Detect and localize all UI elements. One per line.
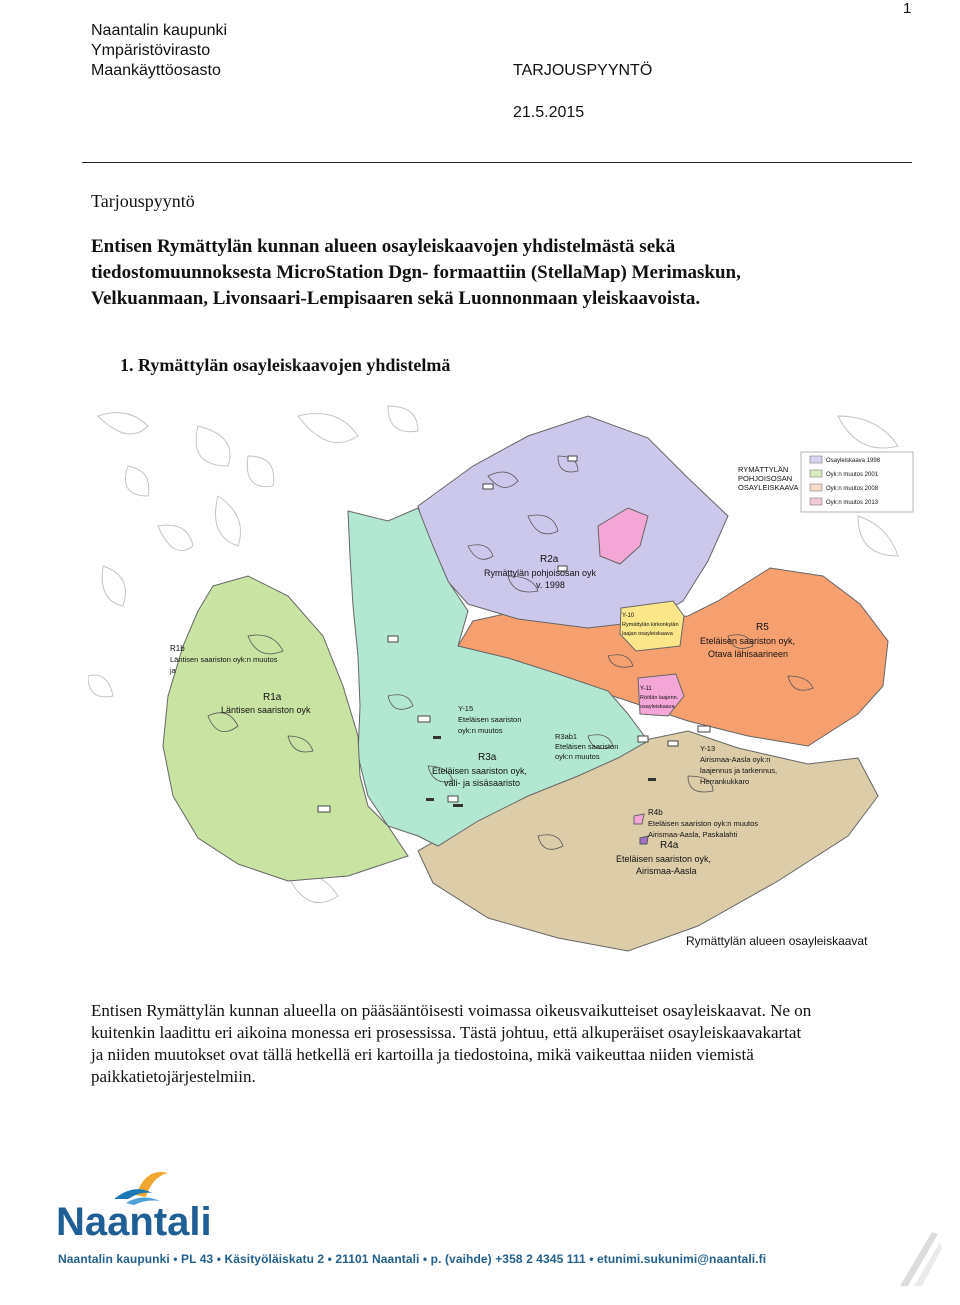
header-rule — [82, 162, 912, 163]
legend-swatch — [810, 484, 822, 491]
svg-text:R1a: R1a — [263, 692, 282, 703]
page-heading: Tarjouspyyntö — [91, 191, 195, 211]
svg-text:Airismaa-Aasla, Paskalahti: Airismaa-Aasla, Paskalahti — [648, 830, 738, 839]
map-caption: Rymättylän alueen osayleiskaavat — [686, 934, 868, 948]
org-line: Maankäyttöosasto — [91, 62, 221, 79]
svg-text:R4b: R4b — [648, 808, 663, 817]
svg-text:R1b: R1b — [170, 644, 185, 653]
title-line: Entisen Rymättylän kunnan alueen osayleiskaavojen yhdistelmästä sekä — [91, 236, 676, 257]
svg-text:Eteläisen saariston oyk,: Eteläisen saariston oyk, — [700, 636, 796, 646]
logo-wordmark: Naantali — [56, 1200, 212, 1244]
svg-text:v. 1998: v. 1998 — [536, 580, 565, 590]
svg-text:Airismaa-Aasla oyk:n: Airismaa-Aasla oyk:n — [700, 755, 771, 764]
svg-text:Eteläisen saariston: Eteläisen saariston — [555, 742, 619, 751]
svg-text:R5: R5 — [756, 622, 769, 633]
page-title — [91, 234, 941, 312]
svg-text:Y-15: Y-15 — [458, 704, 474, 713]
svg-text:Rymättylän pohjoisosan oyk: Rymättylän pohjoisosan oyk — [484, 568, 597, 578]
paragraph-line: kuitenkin laadittu eri aikoina monessa eri prosessissa. Tästä johtuu, että alkuperäiset osayleiskaavakartat — [91, 1023, 802, 1042]
svg-text:R3a: R3a — [478, 752, 497, 763]
svg-text:oyk:n muutos: oyk:n muutos — [458, 726, 503, 735]
svg-text:Läntisen saariston oyk: Läntisen saariston oyk — [221, 705, 311, 715]
legend-title-line: POHJOISOSAN — [738, 474, 793, 483]
title-line: Velkuanmaan, Livonsaari-Lempisaaren sekä Luonnonmaan yleiskaavoista. — [91, 288, 701, 309]
svg-text:Otava lähisaarineen: Otava lähisaarineen — [708, 649, 789, 659]
svg-text:oyk:n muutos: oyk:n muutos — [555, 752, 600, 761]
svg-text:Herrankukkaro: Herrankukkaro — [700, 777, 750, 786]
svg-text:Eteläisen saariston: Eteläisen saariston — [458, 715, 522, 724]
svg-text:Läntisen saariston oyk:n muuto: Läntisen saariston oyk:n muutos — [170, 655, 278, 664]
svg-text:Y-13: Y-13 — [700, 744, 716, 753]
legend-swatch — [810, 470, 822, 477]
legend-title-line: OSAYLEISKAAVA — [738, 483, 799, 492]
svg-text:Eteläisen saariston oyk,: Eteläisen saariston oyk, — [616, 854, 712, 864]
svg-text:Y-10: Y-10 — [622, 613, 635, 619]
svg-text:Y-11: Y-11 — [640, 686, 652, 692]
svg-text:Airismaa-Aasla: Airismaa-Aasla — [636, 866, 697, 876]
svg-text:väli- ja sisäsaaristo: väli- ja sisäsaaristo — [444, 778, 521, 788]
legend-label: Oyk:n muutos 2013 — [826, 500, 879, 506]
paragraph-line: Entisen Rymättylän kunnan alueella on pääsääntöisesti voimassa oikeusvaikutteiset osayleiskaavat. Ne on — [91, 1001, 812, 1020]
document-date: 21.5.2015 — [513, 104, 585, 121]
svg-text:laajennus ja tarkennus,: laajennus ja tarkennus, — [700, 766, 778, 775]
title-line: tiedostomuunnoksesta MicroStation Dgn- formaattiin (StellaMap) Merimaskun, — [91, 262, 741, 283]
zoning-map — [88, 396, 918, 956]
org-line: Ympäristövirasto — [91, 42, 211, 59]
svg-text:laajan osayleiskaava: laajan osayleiskaava — [622, 631, 673, 637]
organization-block — [91, 21, 227, 81]
paragraph-line: paikkatietojärjestelmiin. — [91, 1067, 256, 1086]
svg-text:R2a: R2a — [540, 554, 559, 565]
svg-text:osayleiskaava: osayleiskaava — [640, 704, 675, 710]
org-line: Naantalin kaupunki — [91, 22, 228, 39]
legend-label: Oyk:n muutos 2001 — [826, 472, 879, 478]
region-r4b — [634, 814, 644, 824]
corner-mark-icon — [900, 1232, 942, 1286]
legend-label: Oyk:n muutos 2008 — [826, 486, 879, 492]
svg-text:Eteläisen saariston oyk,: Eteläisen saariston oyk, — [432, 766, 528, 776]
page-number: 1 — [903, 0, 912, 17]
legend-label: Osayleiskaava 1998 — [826, 458, 881, 464]
svg-text:Eteläisen saariston oyk:n muut: Eteläisen saariston oyk:n muutos — [648, 819, 759, 828]
svg-text:ja: ja — [170, 666, 176, 675]
body-paragraph — [91, 1000, 931, 1088]
region-r4b-small — [640, 836, 648, 844]
naantali-logo — [56, 1165, 226, 1245]
document-type: TARJOUSPYYNTÖ — [513, 62, 653, 79]
paragraph-line: ja niiden muutokset ovat tällä hetkellä eri kartoilla ja tiedostoina, mikä vaikeuttaa niiden viemistä — [91, 1045, 754, 1064]
section-heading: 1. Rymättylän osayleiskaavojen yhdistelmä — [120, 355, 451, 375]
svg-text:Rymättylän kirkonkylän: Rymättylän kirkonkylän — [622, 622, 679, 628]
svg-text:R4a: R4a — [660, 840, 679, 851]
svg-text:R3ab1: R3ab1 — [555, 732, 578, 741]
legend-title-line: RYMÄTTYLÄN — [738, 465, 789, 474]
svg-text:Röölän laajenn.: Röölän laajenn. — [640, 695, 679, 701]
legend-swatch — [810, 456, 822, 463]
footer-contact: Naantalin kaupunki • PL 43 • Käsityöläiskatu 2 • 21101 Naantali • p. (vaihde) +358 2 4345 111 • etunimi.sukunimi@naantali.fi — [58, 1252, 767, 1266]
legend-swatch — [810, 498, 822, 505]
